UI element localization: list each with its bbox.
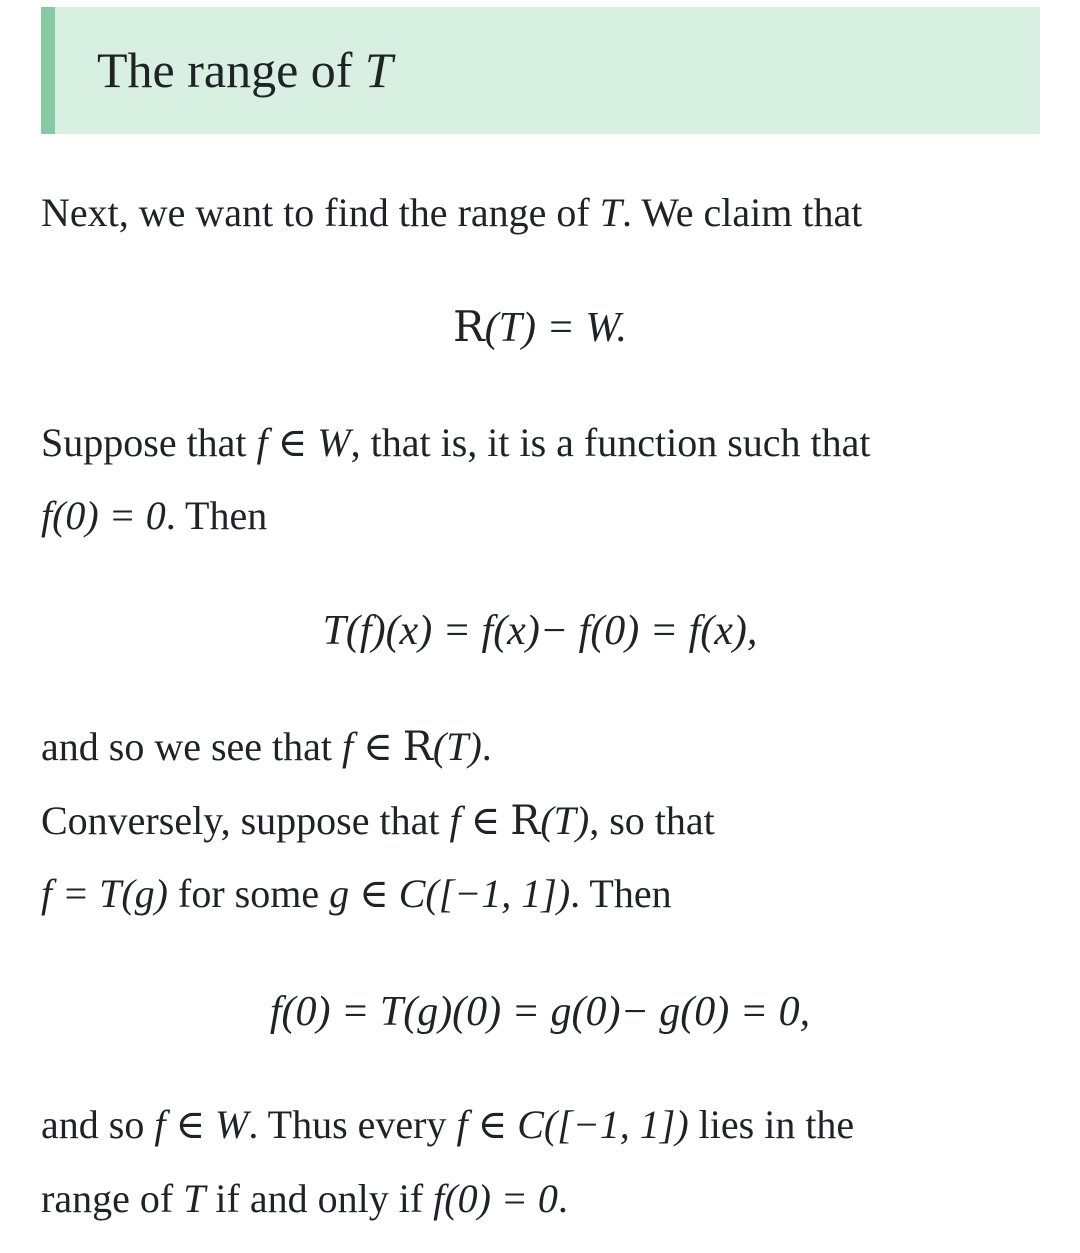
paragraph-5-line-2: [41, 1176, 568, 1221]
paragraph-2-text-a: Suppose that: [41, 420, 257, 465]
paragraph-4-text-c: for some: [168, 871, 330, 916]
section-header: [41, 7, 1040, 134]
paragraph-2-line-1: [41, 420, 871, 465]
paragraph-2-math-a: f ∈ W: [256, 420, 351, 465]
paragraph-5-text-c: lies in the: [688, 1102, 855, 1147]
equation-3-math: f(0) = T(g)(0) = g(0)− g(0) = 0,: [269, 989, 811, 1035]
equation-1: [0, 302, 1080, 351]
paragraph-1-text-b: . We claim that: [621, 190, 863, 235]
paragraph-3-math-a: f ∈: [342, 724, 403, 769]
paragraph-2-text-c: . Then: [165, 493, 268, 538]
paragraph-4-math-b: (T): [540, 798, 590, 843]
paragraph-3-calligraphic: R: [402, 724, 433, 770]
equation-2-math: T(f)(x) = f(x)− f(0) = f(x),: [322, 608, 758, 654]
paragraph-4-math-d: g ∈ C([−1, 1]): [329, 871, 571, 916]
paragraph-4-calligraphic: R: [510, 798, 541, 844]
paragraph-5-math-b: f ∈ C([−1, 1]): [456, 1102, 689, 1147]
section-title: [97, 42, 393, 98]
equation-2: [0, 610, 1080, 652]
paragraph-2-text-b: , that is, it is a function such that: [350, 420, 871, 465]
paragraph-4-math-c: f = T(g): [41, 871, 168, 916]
paragraph-1: [41, 190, 863, 235]
paragraph-5-text-f: .: [557, 1176, 568, 1221]
paragraph-2-math-b: f(0) = 0: [41, 493, 166, 538]
paragraph-3: [41, 724, 492, 770]
paragraph-4-text-a: Conversely, suppose that: [41, 798, 450, 843]
paragraph-5-text-a: and so: [41, 1102, 155, 1147]
paragraph-4-text-d: . Then: [570, 871, 672, 916]
section-title-math: T: [364, 42, 393, 98]
paragraph-4-text-b: , so that: [589, 798, 715, 843]
paragraph-5-text-d: range of: [41, 1176, 184, 1221]
paragraph-3-math-b: (T): [432, 724, 482, 769]
paragraph-1-math: T: [599, 190, 622, 235]
paragraph-1-text-a: Next, we want to find the range of: [41, 190, 600, 235]
paragraph-2-line-2: [41, 493, 268, 538]
section-title-text: The range of: [97, 42, 365, 98]
equation-3: [0, 991, 1080, 1033]
paragraph-4-line-2: [41, 871, 672, 916]
equation-1-math: (T) = W.: [484, 305, 627, 351]
paragraph-5-line-1: [41, 1102, 855, 1147]
paragraph-5-math-c: T: [183, 1176, 206, 1221]
paragraph-4-math-a: f ∈: [449, 798, 511, 843]
equation-1-calligraphic: R: [453, 302, 485, 351]
paragraph-5-text-e: if and only if: [205, 1176, 434, 1221]
paragraph-4-line-1: [41, 798, 715, 844]
paragraph-3-text-a: and so we see that: [41, 724, 343, 769]
paragraph-5-math-d: f(0) = 0: [433, 1176, 558, 1221]
paragraph-5-text-b: . Thus every: [248, 1102, 457, 1147]
paragraph-3-text-b: .: [481, 724, 492, 769]
paragraph-5-math-a: f ∈ W: [154, 1102, 249, 1147]
